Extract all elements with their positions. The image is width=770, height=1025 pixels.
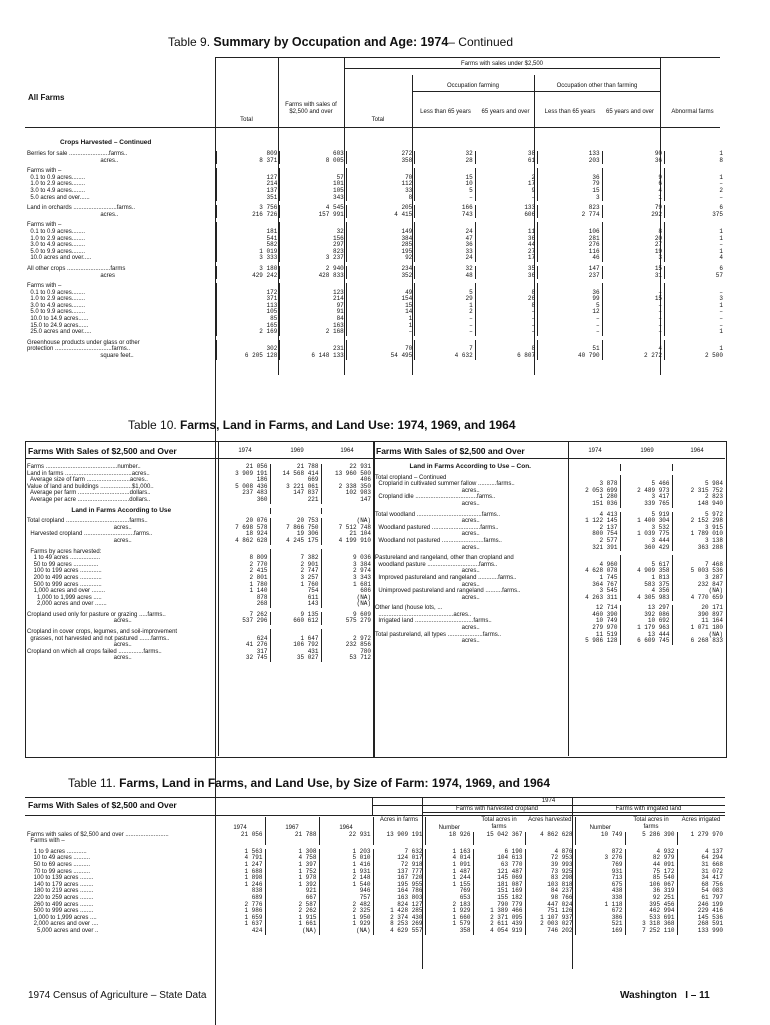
table-row xyxy=(373,605,725,645)
cell-value: 133 606 xyxy=(475,205,537,218)
table9-body xyxy=(25,151,725,364)
table10-prefix: Table 10. xyxy=(128,418,177,432)
table9-col-total2: Total xyxy=(371,117,385,123)
cell-value: 1 563 4 791 1 247 1 688 1 898 1 246 838 689 2 776 1 986 1 659 1 637 424 xyxy=(215,849,265,935)
table11-body xyxy=(25,817,725,939)
table10-right-year-1964: 1964 xyxy=(690,448,704,454)
cell-value: 32 48 xyxy=(415,266,475,279)
table9-col-less65: Less than 65 years xyxy=(420,109,471,115)
cell-value: 5 29 1 2 – – – xyxy=(415,283,475,336)
table9-group-farming: Occupation farming xyxy=(446,83,500,89)
cell-value: 15 31 xyxy=(602,266,664,279)
cell-value: 181 541 582 1 019 3 333 xyxy=(216,222,279,262)
table-row xyxy=(25,518,373,544)
cell-value: 147 237 xyxy=(538,266,602,279)
cell-value: 38 61 xyxy=(475,151,537,164)
table-row xyxy=(25,168,725,201)
cell-value: 51 40 790 xyxy=(538,340,602,360)
cell-value xyxy=(620,464,672,471)
cell-value xyxy=(568,464,620,471)
cell-value: 24 47 36 33 24 xyxy=(415,222,475,262)
cell-value: 15 10 5 – xyxy=(415,168,475,201)
cell-value: 1 – 2 – xyxy=(665,168,725,201)
cell-value: 4 876 72 953 39 993 73 925 83 298 103 818 84 237 98 766 447 024 751 126 1 107 937 2 003 027 746 202 xyxy=(525,849,575,935)
cell-value: 9 135 660 612 xyxy=(270,612,321,625)
cell-value: 624 41 276 317 32 745 xyxy=(218,629,270,662)
table10-right-year-1974: 1974 xyxy=(588,448,602,454)
table11-col-acres-in-farms: Acres in farms xyxy=(373,817,425,832)
cell-value: 8 6 807 xyxy=(475,340,537,360)
row-label: Other land (house lots, ... .............................................acres.. Irrigated land ...................................farms.. acres.. Total pastureland, all types .....................farms.. acres.. xyxy=(375,605,502,645)
cell-value: 2 940 428 833 xyxy=(280,266,346,279)
cell-value: 20 753 7 866 750 19 306 4 245 175 xyxy=(270,518,321,544)
table-row xyxy=(25,612,373,625)
cell-value: 106 281 276 116 46 xyxy=(538,222,602,262)
table11-stub-header: Farms With Sales of $2,500 and Over xyxy=(28,800,177,810)
cell-value: 32 28 xyxy=(415,151,475,164)
table10-right-body xyxy=(373,464,725,649)
cell-value: 20 171 390 897 11 164 1 071 180 (NA) 6 268 833 xyxy=(672,605,725,645)
table-row xyxy=(373,512,725,552)
table10-right-year-1969: 1969 xyxy=(640,448,654,454)
table-row xyxy=(25,849,725,935)
cell-value: 4 545 157 991 xyxy=(280,205,346,218)
cell-value: 172 371 113 105 85 165 2 169 xyxy=(216,283,279,336)
cell-value: 1 279 970 xyxy=(677,832,725,845)
table-row xyxy=(25,222,725,262)
cell-value: 6 375 xyxy=(665,205,725,218)
cell-value: 79 292 xyxy=(602,205,664,218)
cell-value: 9 036 3 384 2 974 3 343 1 681 686 (NA) (NA) xyxy=(321,549,373,608)
cell-value: 5 972 2 152 298 3 915 1 789 010 3 138 363 288 xyxy=(672,512,725,552)
footer-left: 1974 Census of Agriculture – State Data xyxy=(28,990,207,1001)
cell-value: 1 308 4 758 1 397 1 752 1 978 1 392 921 667 2 587 2 262 1 915 1 661 (NA) xyxy=(265,849,319,935)
table-row xyxy=(25,464,373,504)
cell-value: 7 4 632 xyxy=(415,340,475,360)
cell-value: 21 056 3 909 191 186 5 008 436 237 483 360 xyxy=(218,464,270,504)
cell-value: 302 6 205 128 xyxy=(216,340,279,360)
cell-value: 12 714 460 390 10 749 279 970 11 519 5 986 128 xyxy=(568,605,620,645)
table9-title xyxy=(168,35,513,49)
table-row xyxy=(25,151,725,164)
cell-value: 2 17 9 – xyxy=(475,168,537,201)
cell-value: 8 20 27 19 3 xyxy=(602,222,664,262)
row-label: Total cropland ......................................farms.. acres.. Harvested cropland ..............................farms.. acres.. xyxy=(27,518,153,544)
row-label: Land in Farms According to Use – Con. xyxy=(409,463,531,470)
table10-main-title: Farms, Land in Farms, and Land Use: xyxy=(180,418,395,432)
table9-col-65over: 65 years and over xyxy=(481,109,530,115)
table10-right-header: Farms With Sales of $2,500 and Over xyxy=(376,446,525,456)
row-label: Land in Farms According to Use xyxy=(71,506,172,514)
table9-col-farms-sales: Farms with sales of $2,500 and over xyxy=(285,102,337,115)
table11-col-1964: 1964 xyxy=(319,817,373,832)
cell-value: 7 262 537 296 xyxy=(218,612,270,625)
cell-value: 36 79 15 3 xyxy=(538,168,602,201)
cell-value: 127 214 137 351 xyxy=(216,168,279,201)
cell-value: 1 647 106 792 431 35 027 xyxy=(270,629,321,662)
table9-col-65overb: 65 years and over xyxy=(605,109,655,115)
table-row xyxy=(373,475,725,508)
cell-value: 4 413 1 122 145 2 137 800 754 2 577 321 391 xyxy=(568,512,620,552)
cell-value: 22 931 xyxy=(319,832,373,845)
table10-left-year-1974: 1974 xyxy=(238,448,252,454)
cell-value: 13 909 191 xyxy=(373,832,425,845)
row-spacer xyxy=(373,645,725,649)
table11-col-total-acres: Total acres in farms xyxy=(481,817,517,830)
cell-value: 20 076 7 698 578 18 924 4 862 628 xyxy=(218,518,270,544)
cell-value: 32 156 297 823 3 237 xyxy=(280,222,346,262)
cell-value: 9 6 4 1 xyxy=(602,168,664,201)
table10-left-year-1964: 1964 xyxy=(340,448,354,454)
table-row xyxy=(25,629,373,662)
cell-value: 234 352 xyxy=(346,266,414,279)
cell-value: 1 1 – 1 4 xyxy=(665,222,725,262)
cell-value: (NA) 7 512 748 21 104 4 199 910 xyxy=(321,518,373,544)
cell-value: 7 382 2 901 2 747 3 257 1 760 754 611 143 xyxy=(270,549,321,608)
table9-section: Crops Harvested – Continued xyxy=(60,139,152,146)
row-label: Total cropland – Continued Cropland in cultivated summer fallow ...........farms.. acres.. Cropland idle .....................................farms.. acres.. xyxy=(375,474,515,507)
table-row xyxy=(25,266,725,279)
cell-value: 5 919 1 400 304 3 532 1 039 775 3 444 360 429 xyxy=(620,512,672,552)
cell-value: 1 163 4 014 1 091 1 487 1 244 1 155 769 653 2 183 1 929 1 660 1 579 358 xyxy=(425,849,473,935)
cell-value: 90 36 xyxy=(602,151,664,164)
cell-value xyxy=(672,464,725,471)
cell-value: 1 8 xyxy=(665,151,725,164)
row-label: All other crops ..........................farms acres xyxy=(27,265,126,279)
cell-value: 4 960 4 628 078 1 745 364 767 3 545 4 263 311 xyxy=(568,555,620,601)
table10-left-header: Farms With Sales of $2,500 and Over xyxy=(28,446,177,456)
table10-left-year-1969: 1969 xyxy=(290,448,304,454)
table9-prefix: Table 9. xyxy=(168,35,211,49)
cell-value: 3 878 2 053 699 1 280 151 036 xyxy=(568,475,620,508)
row-label: Farms by acres harvested: 1 to 49 acres .................. 50 to 99 acres ............... 100 to 199 acres ............. 200 to 499 acres ............. 500 to 999 acres ............. 1,000 acres and over ........ 1,000 to 1,999 acres ..... 2,000 acres and over ....... xyxy=(30,548,107,608)
row-label: Land in orchards ..........................farms.. acres.. xyxy=(27,205,136,218)
table11-col-1974: 1974 xyxy=(215,817,265,832)
cell-value: 7 632 124 017 72 918 137 777 167 720 195 955 164 786 163 803 824 127 1 428 285 2 374 430 8 253 269 4 629 557 xyxy=(373,849,425,935)
cell-value: 15 042 367 xyxy=(473,832,525,845)
cell-value: 4 862 628 xyxy=(525,832,575,845)
cell-value xyxy=(270,508,321,515)
cell-value: 823 2 774 xyxy=(538,205,602,218)
row-label: Pastureland and rangeland, other than cropland and woodland pasture ...............................farms.. acres.. Improved pastureland and rangeland ............farms.. acres.. Unimproved pastureland and rangeland ..........farms.. acres.. xyxy=(375,555,521,601)
cell-value: 5 286 390 xyxy=(625,832,677,845)
cell-value: 872 3 276 769 931 713 675 438 338 1 118 672 386 521 169 xyxy=(575,849,625,935)
table11-group-irrigated: Farms with irrigated land xyxy=(615,806,682,812)
cell-value: 70 54 495 xyxy=(346,340,414,360)
table11-year-group: 1974 xyxy=(541,798,556,804)
table11-col-number: Number xyxy=(425,817,473,832)
row-spacer xyxy=(25,662,373,666)
cell-value: 5 466 2 489 973 3 417 339 765 xyxy=(620,475,672,508)
table11-title xyxy=(68,776,550,790)
cell-value: 809 8 371 xyxy=(216,151,279,164)
cell-value: 9 609 575 279 xyxy=(321,612,373,625)
cell-value: 13 297 392 086 10 692 1 179 963 13 444 6 609 745 xyxy=(620,605,672,645)
cell-value: 1 2 500 xyxy=(665,340,725,360)
cell-value: 272 358 xyxy=(346,151,414,164)
table10-left-body xyxy=(25,464,373,666)
footer-right xyxy=(620,990,710,1001)
table11-prefix: Table 11. xyxy=(68,776,116,790)
table11-group-harvested: Farms with harvested cropland xyxy=(455,806,539,812)
row-label: Farms with – 0.1 to 0.9 acres........ 1.0 to 2.9 acres........ 3.0 to 4.9 acres........ 5.0 to 9.9 acres........ 10.0 acres and over..... xyxy=(27,222,92,262)
table9-col-abnormal: Abnormal farms xyxy=(671,109,714,115)
cell-value: 5 984 2 315 752 2 823 148 940 xyxy=(672,475,725,508)
cell-value: 10 749 xyxy=(575,832,625,845)
row-label: Farms with sales of $2,500 and over .......................... Farms with – xyxy=(27,831,169,845)
cell-value: 4 2 272 xyxy=(602,340,664,360)
cell-value: 11 36 44 27 17 xyxy=(475,222,537,262)
cell-value: 2 972 232 856 780 53 712 xyxy=(321,629,373,662)
table9-suffix: – Continued xyxy=(448,35,513,49)
cell-value: 4 137 64 294 31 668 31 072 34 417 68 756 54 083 61 797 246 199 229 416 145 536 268 591 133 990 xyxy=(677,849,725,935)
cell-value: 3 180 429 242 xyxy=(216,266,279,279)
table-row xyxy=(373,464,725,471)
row-label: Total woodland .......................................farms.. acres.. Woodland pastured .............................farms.. acres.. Woodland not pastured .........................farms.. acres.. xyxy=(375,511,502,551)
row-spacer xyxy=(25,935,725,939)
cell-value: 231 6 148 133 xyxy=(280,340,346,360)
row-label: 1 to 9 acres ............ 10 to 49 acres .......... 50 to 69 acres .......... 70 to 99 acres .......... 100 to 139 acres ........ 140 to 179 acres ........ 180 to 219 acres ........ 220 to 259 acres ........ 260 to 499 acres ........ 500 to 999 acres ........ 1,000 to 1,999 acres .... 2,000 acres and over .... 5,000 acres and over .. xyxy=(33,848,99,934)
row-label: Cropland used only for pasture or grazing .....farms.. acres.. xyxy=(27,611,166,625)
cell-value: 133 203 xyxy=(538,151,602,164)
cell-value: 35 36 xyxy=(475,266,537,279)
table9-main-title: Summary by Occupation and Age: xyxy=(213,35,418,49)
cell-value: 123 214 97 91 84 163 2 168 xyxy=(280,283,346,336)
cell-value xyxy=(218,508,270,515)
cell-value: 8 26 8 – – – – xyxy=(475,283,537,336)
cell-value: – 15 – – – – – xyxy=(602,283,664,336)
table9-group-under: Farms with sales under $2,500 xyxy=(460,61,544,67)
cell-value: 3 756 216 726 xyxy=(216,205,279,218)
row-label: Greenhouse products under glass or other protection ..................................farms.. square feet.. xyxy=(27,339,140,360)
cell-value: 70 112 33 8 xyxy=(346,168,414,201)
row-label: Farms ...........................................number.. Land in farms ........................................acres.. Average size of farm ..........................acres.. Value of land and buildings ...................$1,000.. Average per farm ...............................dollars.. Average per acre ...............................dollars.. xyxy=(27,464,154,503)
row-spacer xyxy=(25,360,725,364)
cell-value: 7 468 5 003 536 3 287 232 847 (NA) 4 770 659 xyxy=(672,555,725,601)
cell-value: 36 99 5 12 – – – xyxy=(538,283,602,336)
table9-year: 1974 xyxy=(420,35,449,49)
table11-col-total-acres-irr: Total acres in farms xyxy=(633,817,669,830)
cell-value: 21 788 14 568 414 669 3 221 061 147 837 221 xyxy=(270,464,321,504)
cell-value: 22 931 13 960 500 406 2 338 350 102 983 147 xyxy=(321,464,373,504)
cell-value: 6 57 xyxy=(665,266,725,279)
table11-col-number-irr: Number xyxy=(575,817,625,832)
table-row xyxy=(373,555,725,601)
table10-title xyxy=(128,418,516,432)
cell-value: 5 617 4 909 358 1 813 583 375 4 356 4 305 983 xyxy=(620,555,672,601)
footer-page: I – 11 xyxy=(685,990,710,1001)
cell-value: 166 743 xyxy=(415,205,475,218)
table-row xyxy=(25,549,373,608)
table11-col-1967: 1967 xyxy=(265,817,319,832)
cell-value: 4 932 82 979 44 091 75 172 85 540 106 067 36 319 92 251 395 456 462 994 533 691 3 318 368 7 252 110 xyxy=(625,849,677,935)
cell-value: 603 8 005 xyxy=(280,151,346,164)
table9-col-total: Total xyxy=(240,117,253,123)
table11-years: 1974, 1969, and 1964 xyxy=(431,776,550,790)
cell-value: 1 203 5 010 1 416 1 931 2 148 1 540 946 757 2 482 2 325 1 950 1 929 (NA) xyxy=(319,849,373,935)
table9-group-other: Occupation other than farming xyxy=(556,83,638,89)
cell-value xyxy=(321,508,373,515)
row-label: Farms with – 0.1 to 0.9 acres........ 1.0 to 2.9 acres........ 3.0 to 4.9 acres........ 5.0 acres and over...... xyxy=(27,168,90,201)
cell-value: 21 788 xyxy=(265,832,319,845)
table-row xyxy=(25,340,725,360)
table-row xyxy=(25,205,725,218)
table11-col-header-row xyxy=(25,817,725,832)
table9-stub-header: All Farms xyxy=(28,93,65,102)
cell-value: 57 101 105 343 xyxy=(280,168,346,201)
table-row xyxy=(25,283,725,336)
cell-value: 49 154 15 14 1 1 – xyxy=(346,283,414,336)
table10-years: 1974, 1969, and 1964 xyxy=(397,418,516,432)
cell-value: 205 4 415 xyxy=(346,205,414,218)
table-row xyxy=(25,508,373,515)
table11-col-acres-harvested: Acres harvested xyxy=(528,817,572,823)
row-label: Berries for sale ........................farms.. acres.. xyxy=(27,151,128,164)
table11-col-acres-irrigated: Acres irrigated xyxy=(681,817,721,823)
footer-state: Washington xyxy=(620,990,677,1001)
cell-value: 21 056 xyxy=(215,832,265,845)
cell-value: 18 926 xyxy=(425,832,473,845)
table9-col-less65b: Less than 65 years xyxy=(544,109,596,115)
cell-value: 8 809 2 770 2 415 2 801 1 780 1 140 878 268 xyxy=(218,549,270,608)
cell-value: – 3 1 – – – 1 xyxy=(665,283,725,336)
row-label: Farms with – 0.1 to 0.9 acres........ 1.0 to 2.9 acres........ 3.0 to 4.9 acres........ 5.0 to 9.9 acres........ 10.0 to 14.9 acres...... 15.0 to 24.9 acres...... 25.0 acres and over..... xyxy=(27,283,92,336)
cell-value: 149 384 285 195 92 xyxy=(346,222,414,262)
table-row xyxy=(25,832,725,845)
row-label: Cropland in cover crops, legumes, and soil-improvement grasses, not harvested and not pastured .......farms.. acres.. Cropland on which all crops failed ...............farms.. acres.. xyxy=(27,629,178,662)
table11-main-title: Farms, Land in Farms, and Land Use, by Size of Farm: xyxy=(119,776,429,790)
cell-value: 6 190 104 613 63 770 121 487 145 069 181 087 151 169 155 182 790 779 1 389 466 2 371 095 2 611 439 4 054 919 xyxy=(473,849,525,935)
